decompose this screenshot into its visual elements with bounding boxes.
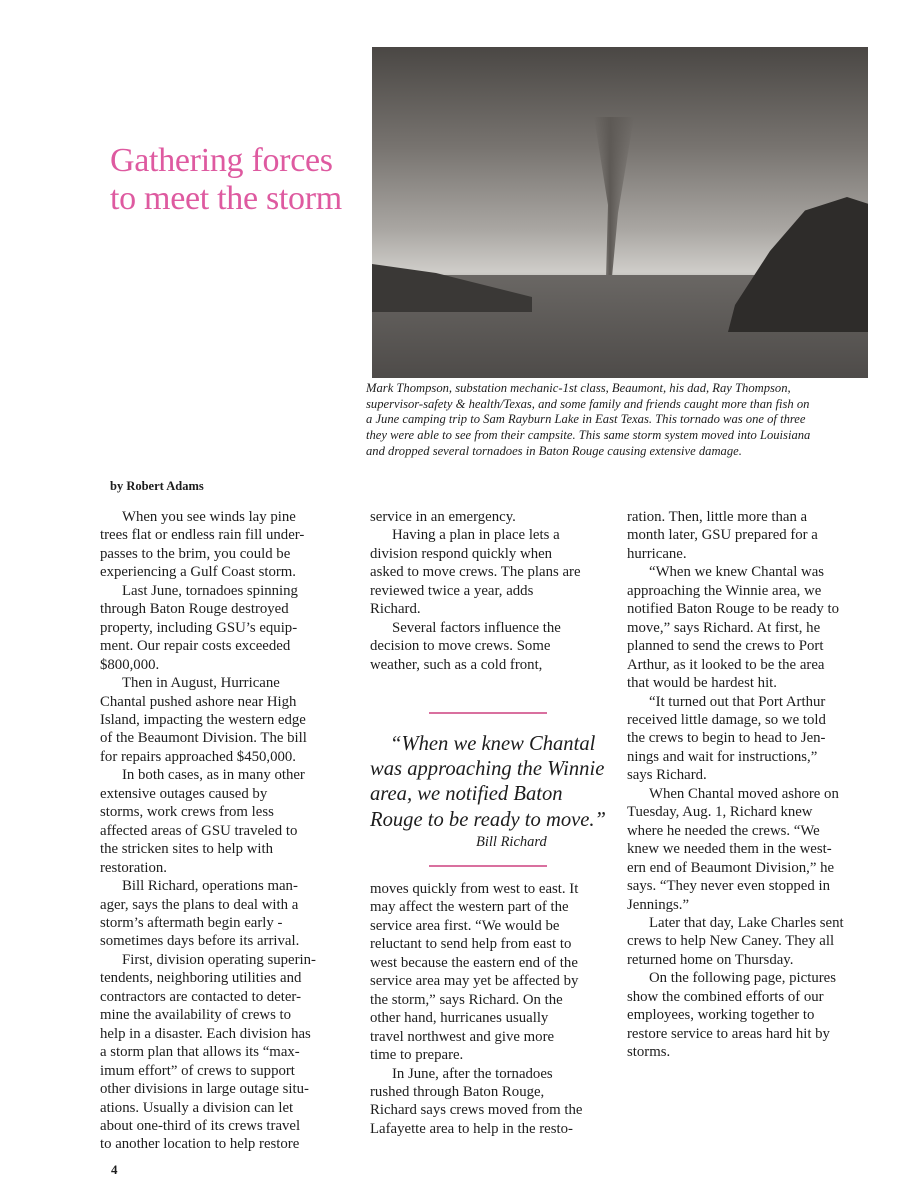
paragraph-line: crews to help New Caney. They all: [627, 933, 835, 950]
paragraph-line: rushed through Baton Rouge,: [370, 1083, 545, 1100]
shoreline-right: [728, 197, 868, 332]
paragraph-line: notified Baton Rouge to be ready to: [627, 601, 840, 618]
paragraph-line: Chantal pushed ashore near High: [100, 693, 297, 710]
paragraph-line: move,” says Richard. At first, he: [627, 619, 821, 636]
paragraph-line: Richard says crews moved from the: [370, 1102, 583, 1119]
paragraph-line: help in a disaster. Each division has: [100, 1025, 311, 1042]
paragraph-line: First, division operating superin-: [122, 951, 316, 968]
paragraph-line: tendents, neighboring utilities and: [100, 970, 302, 987]
paragraph-line: division respond quickly when: [370, 545, 553, 562]
paragraph-line: weather, such as a cold front,: [370, 656, 543, 673]
paragraph-line: Arthur, as it looked to be the area: [627, 656, 825, 673]
paragraph-line: received little damage, so we told: [627, 711, 826, 728]
paragraph-line: reviewed twice a year, adds: [370, 582, 534, 599]
paragraph-line: about one-third of its crews travel: [100, 1117, 301, 1134]
paragraph-line: storms.: [627, 1044, 671, 1061]
article-title: [110, 142, 342, 218]
paragraph-line: time to prepare.: [370, 1047, 464, 1064]
paragraph-line: Jennings.”: [627, 896, 690, 913]
caption-line: supervisor-safety & health/Texas, and some family and friends caught more than fish on: [366, 396, 810, 411]
paragraph-line: experiencing a Gulf Coast storm.: [100, 564, 297, 581]
paragraph-line: storm’s aftermath begin early -: [100, 914, 283, 931]
paragraph-line: Tuesday, Aug. 1, Richard knew: [627, 804, 813, 821]
paragraph-line: affected areas of GSU traveled to: [100, 822, 298, 839]
paragraph-line: In both cases, as in many other: [122, 767, 305, 784]
paragraph-line: employees, working together to: [627, 1007, 815, 1024]
paragraph-line: a storm plan that allows its “max-: [100, 1044, 300, 1061]
paragraph-line: sometimes days before its arrival.: [100, 933, 300, 950]
paragraph-line: passes to the brim, you could be: [100, 545, 291, 562]
paragraph-line: service in an emergency.: [370, 509, 516, 525]
tornado-photo: [372, 47, 868, 378]
column-1: [100, 508, 316, 1154]
paragraph-line: month later, GSU prepared for a: [627, 527, 818, 544]
paragraph-line: through Baton Rouge destroyed: [100, 601, 289, 618]
caption-line: Mark Thompson, substation mechanic-1st class, Beaumont, his dad, Ray Thompson,: [366, 381, 791, 395]
paragraph-line: On the following page, pictures: [649, 970, 836, 987]
column-2: [370, 508, 581, 674]
paragraph-line: ager, says the plans to deal with a: [100, 896, 299, 913]
paragraph-line: trees flat or endless rain fill under-: [100, 527, 305, 544]
paragraph-line: Last June, tornadoes spinning: [122, 582, 298, 599]
paragraph-line: where he needed the crews. “We: [627, 822, 820, 839]
title-line: Gathering forces: [110, 142, 333, 179]
paragraph-line: In June, after the tornadoes: [392, 1065, 553, 1082]
paragraph-line: extensive outages caused by: [100, 785, 268, 802]
paragraph-line: Island, impacting the western edge: [100, 711, 306, 728]
paragraph-line: When you see winds lay pine: [122, 509, 296, 525]
paragraph-line: travel northwest and give more: [370, 1028, 555, 1045]
paragraph-line: ern end of Beaumont Division,” he: [627, 859, 835, 876]
paragraph-line: of the Beaumont Division. The bill: [100, 730, 307, 747]
paragraph-line: Later that day, Lake Charles sent: [649, 914, 844, 931]
paragraph-line: planned to send the crews to Port: [627, 638, 824, 655]
caption-line: they were able to see from their campsite. This same storm system moved into Louisiana: [366, 428, 811, 443]
paragraph-line: ations. Usually a division can let: [100, 1099, 294, 1116]
pull-quote-attribution: Bill Richard: [476, 833, 547, 850]
pull-quote-line: Rouge to be ready to move.”: [370, 808, 607, 831]
title-line: to meet the storm: [110, 180, 342, 217]
paragraph-line: mine the availability of crews to: [100, 1007, 292, 1024]
paragraph-line: Then in August, Hurricane: [122, 675, 280, 692]
paragraph-line: decision to move crews. Some: [370, 638, 551, 655]
page-number: 4: [111, 1162, 118, 1177]
paragraph-line: “It turned out that Port Arthur: [649, 693, 826, 710]
paragraph-line: restore service to areas hard hit by: [627, 1025, 830, 1042]
paragraph-line: says. “They never even stopped in: [627, 878, 830, 895]
paragraph-line: moves quickly from west to east. It: [370, 881, 579, 897]
paragraph-line: Bill Richard, operations man-: [122, 878, 298, 895]
paragraph-line: When Chantal moved ashore on: [649, 785, 839, 802]
paragraph-line: to another location to help restore: [100, 1136, 300, 1153]
caption-line: and dropped several tornadoes in Baton Rouge causing extensive damage.: [366, 443, 742, 458]
paragraph-line: storms, work crews from less: [100, 804, 274, 821]
paragraph-line: service area first. “We would be: [370, 917, 560, 934]
paragraph-line: returned home on Thursday.: [627, 951, 794, 968]
paragraph-line: service area may yet be affected by: [370, 973, 579, 990]
paragraph-line: that would be hardest hit.: [627, 675, 777, 692]
pull-quote-bottom-rule: [429, 865, 547, 867]
photo-caption: [366, 381, 866, 460]
paragraph-line: knew we needed them in the west-: [627, 841, 832, 858]
paragraph-line: the crews to begin to head to Jen-: [627, 730, 826, 747]
paragraph-line: restoration.: [100, 859, 167, 876]
paragraph-line: other hand, hurricanes usually: [370, 1010, 549, 1027]
paragraph-line: property, including GSU’s equip-: [100, 619, 298, 636]
column-2-continued: [370, 880, 582, 1138]
paragraph-line: west because the eastern end of the: [370, 954, 578, 971]
paragraph-line: Several factors influence the: [392, 619, 561, 636]
pull-quote-line: area, we notified Baton: [370, 783, 563, 806]
paragraph-line: show the combined efforts of our: [627, 988, 824, 1005]
paragraph-line: nings and wait for instructions,”: [627, 748, 818, 765]
paragraph-line: approaching the Winnie area, we: [627, 582, 822, 599]
paragraph-line: imum effort” of crews to support: [100, 1062, 295, 1079]
pull-quote-top-rule: [429, 712, 547, 714]
paragraph-line: Having a plan in place lets a: [392, 527, 560, 544]
paragraph-line: other divisions in large outage situ-: [100, 1081, 309, 1098]
byline: by Robert Adams: [110, 479, 204, 493]
paragraph-line: for repairs approached $450,000.: [100, 748, 296, 765]
paragraph-line: says Richard.: [627, 767, 707, 784]
paragraph-line: ration. Then, little more than a: [627, 509, 808, 525]
paragraph-line: hurricane.: [627, 545, 687, 562]
paragraph-line: reluctant to send help from east to: [370, 936, 572, 953]
paragraph-line: Lafayette area to help in the resto-: [370, 1120, 573, 1137]
pull-quote-line: “When we knew Chantal: [390, 733, 596, 755]
paragraph-line: the storm,” says Richard. On the: [370, 991, 563, 1008]
tornado-funnel: [594, 117, 634, 277]
pull-quote-line: was approaching the Winnie: [370, 758, 605, 781]
column-3: [627, 508, 844, 1062]
paragraph-line: “When we knew Chantal was: [649, 564, 825, 581]
paragraph-line: asked to move crews. The plans are: [370, 564, 581, 581]
paragraph-line: Richard.: [370, 601, 421, 618]
caption-line: a June camping trip to Sam Rayburn Lake in East Texas. This tornado was one of three: [366, 412, 806, 427]
paragraph-line: the stricken sites to help with: [100, 841, 274, 858]
paragraph-line: ment. Our repair costs exceeded: [100, 638, 291, 655]
paragraph-line: $800,000.: [100, 656, 160, 673]
paragraph-line: may affect the western part of the: [370, 899, 569, 916]
pull-quote: [366, 712, 610, 867]
paragraph-line: contractors are contacted to deter-: [100, 988, 301, 1005]
